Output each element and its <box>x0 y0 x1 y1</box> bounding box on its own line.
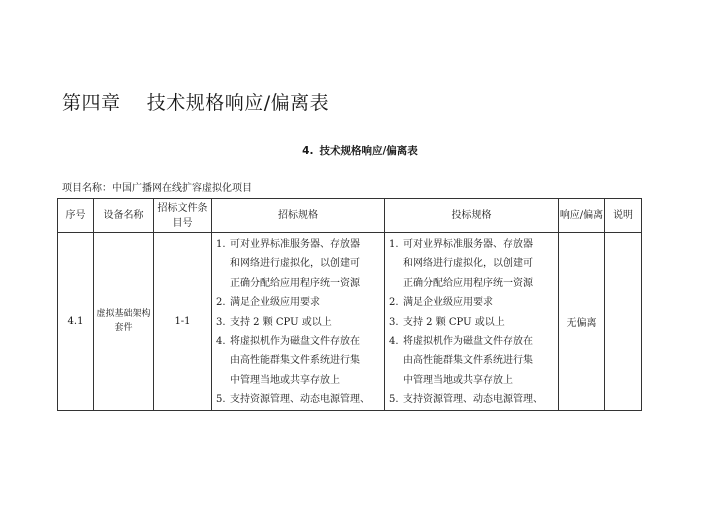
spec-item-number: 5. <box>389 394 399 406</box>
header-offer-spec: 投标规格 <box>385 199 559 233</box>
spec-item-number: 5. <box>216 394 226 406</box>
project-label: 项目名称： <box>62 183 112 194</box>
project-name: 中国广播网在线扩容虚拟化项目 <box>112 183 252 194</box>
spec-item-line: 满足企业级应用要求 <box>230 297 320 309</box>
spec-item <box>385 235 558 293</box>
spec-item-line: 中管理当地或共享存放上 <box>230 374 340 386</box>
chapter-title <box>62 88 329 115</box>
cell-bid-spec <box>212 233 385 411</box>
table-header-row <box>58 199 642 233</box>
spec-item-line: 满足企业级应用要求 <box>403 297 493 309</box>
spec-item <box>385 313 558 332</box>
spec-item-line: 和网络进行虚拟化，以创建可 <box>230 258 360 270</box>
spec-item-number: 2. <box>216 297 226 309</box>
spec-item <box>385 293 558 312</box>
spec-item-line: 可对业界标准服务器、存放器 <box>403 239 533 250</box>
project-name-line <box>62 179 252 194</box>
spec-item <box>212 332 384 390</box>
table-row <box>58 233 642 411</box>
header-bid-spec: 招标规格 <box>212 199 385 233</box>
spec-item-line: 支持资源管理、动态电源管理、 <box>403 394 543 406</box>
spec-item-number: 4. <box>389 336 399 348</box>
cell-item-no: 1-1 <box>154 233 212 411</box>
cell-deviation: 无偏离 <box>559 233 605 411</box>
spec-item-number: 3. <box>216 316 226 328</box>
spec-item-number: 1. <box>389 239 399 250</box>
spec-item <box>212 235 384 293</box>
spec-item-line: 中管理当地或共享存放上 <box>403 374 513 386</box>
spec-item-line: 正确分配给应用程序统一资源 <box>403 277 533 289</box>
spec-item-number: 2. <box>389 297 399 309</box>
spec-item <box>212 390 384 409</box>
spec-item-line: 支持 2 颗 CPU 或以上 <box>403 316 505 328</box>
spec-item-line: 由高性能群集文件系统进行集 <box>403 355 533 367</box>
spec-item-line: 将虚拟机作为磁盘文件存放在 <box>230 336 360 348</box>
spec-item-number: 3. <box>389 316 399 328</box>
header-item-no: 招标文件条目号 <box>154 199 212 233</box>
bid-spec-list <box>212 233 384 410</box>
spec-item-line: 由高性能群集文件系统进行集 <box>230 355 360 367</box>
spec-item <box>385 332 558 390</box>
spec-item-line: 支持 2 颗 CPU 或以上 <box>230 316 332 328</box>
spec-item-line: 正确分配给应用程序统一资源 <box>230 277 360 289</box>
spec-item-line: 将虚拟机作为磁盘文件存放在 <box>403 336 533 348</box>
cell-offer-spec <box>385 233 559 411</box>
spec-item <box>212 313 384 332</box>
header-note: 说明 <box>605 199 642 233</box>
cell-note <box>605 233 642 411</box>
spec-item-line: 支持资源管理、动态电源管理、 <box>230 394 370 406</box>
section-number: 4. <box>302 145 314 157</box>
cell-device: 虚拟基础架构套件 <box>94 233 154 411</box>
chapter-name: 技术规格响应/偏离表 <box>146 92 330 114</box>
spec-item-line: 可对业界标准服务器、存放器 <box>230 239 360 250</box>
spec-item <box>385 390 558 409</box>
section-heading <box>0 143 720 158</box>
spec-item-line: 和网络进行虚拟化，以创建可 <box>403 258 533 270</box>
spec-table <box>57 198 642 411</box>
header-seq: 序号 <box>58 199 94 233</box>
section-title: 技术规格响应/偏离表 <box>319 145 418 157</box>
offer-spec-list <box>385 233 558 410</box>
spec-item <box>212 293 384 312</box>
header-deviation: 响应/偏离 <box>559 199 605 233</box>
header-device: 设备名称 <box>94 199 154 233</box>
spec-item-number: 1. <box>216 239 226 250</box>
cell-seq: 4.1 <box>58 233 94 411</box>
spec-item-number: 4. <box>216 336 226 348</box>
chapter-number: 第四章 <box>62 92 121 114</box>
